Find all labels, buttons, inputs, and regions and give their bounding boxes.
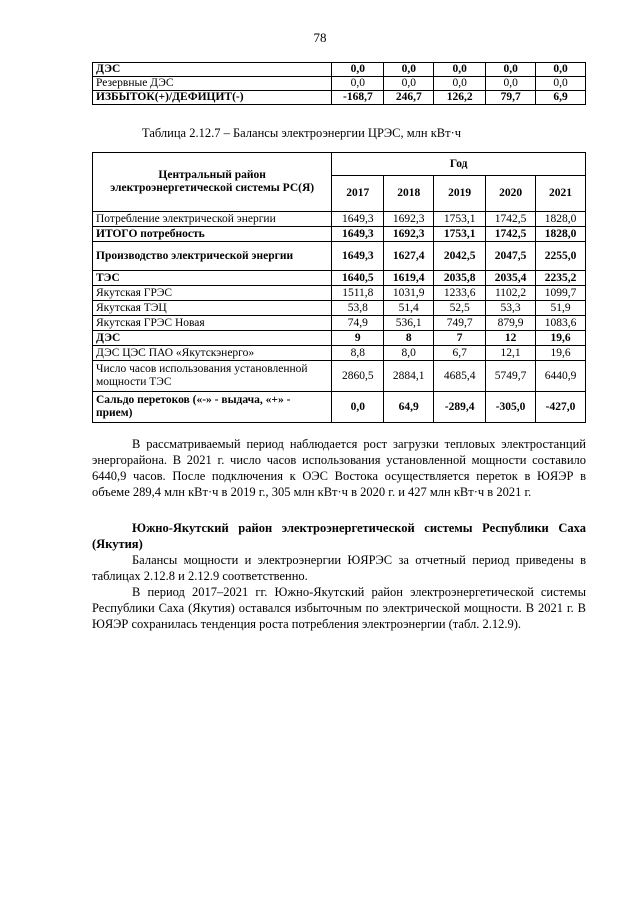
row-value: -168,7 xyxy=(332,91,384,105)
row-value: 51,9 xyxy=(536,301,586,316)
row-value: 53,8 xyxy=(332,301,384,316)
row-value: 12,1 xyxy=(486,346,536,361)
row-value: 2860,5 xyxy=(332,361,384,392)
row-label: Сальдо перетоков («-» - выдача, «+» - прием) xyxy=(93,392,332,423)
row-value: 0,0 xyxy=(536,63,586,77)
year-2021: 2021 xyxy=(536,176,586,212)
row-value: 749,7 xyxy=(434,316,486,331)
row-value: 6,9 xyxy=(536,91,586,105)
table-row xyxy=(93,242,586,271)
row-value: 0,0 xyxy=(332,63,384,77)
row-value: 8,0 xyxy=(384,346,434,361)
row-label: ДЭС ЦЭС ПАО «Якутскэнерго» xyxy=(93,346,332,361)
row-value: 64,9 xyxy=(384,392,434,423)
section-heading: Южно-Якутский район электроэнергетической системы Республики Саха (Якутия) xyxy=(92,521,586,551)
page-number: 78 xyxy=(313,30,327,45)
row-value: 0,0 xyxy=(434,77,486,91)
top-balance-table xyxy=(92,62,586,105)
table-caption: Таблица 2.12.7 – Балансы электроэнергии ЦРЭС, млн кВт·ч xyxy=(142,126,462,140)
year-2019: 2019 xyxy=(434,176,486,212)
row-value: 4685,4 xyxy=(434,361,486,392)
row-value: 0,0 xyxy=(536,77,586,91)
row-label: ТЭС xyxy=(93,271,332,286)
row-value: 1511,8 xyxy=(332,286,384,301)
row-label: Резервные ДЭС xyxy=(93,77,332,91)
table-row xyxy=(93,91,586,105)
paragraph-1: В рассматриваемый период наблюдается рост загрузки тепловых электростанций энергорайона. В 2021 г. число часов использования установленной мощности составило 6440,9 часов. После подключения к ОЭС Востока осуществляется переток в ЮЯЭР в объеме 289,4 млн кВт·ч в 2019 г., 305 млн кВт·ч в 2020 г. и 427 млн кВт·ч в 2021 г. xyxy=(92,437,586,499)
table-row xyxy=(93,227,586,242)
table-row xyxy=(93,301,586,316)
row-value: 879,9 xyxy=(486,316,536,331)
row-value: 2035,4 xyxy=(486,271,536,286)
row-value: 1640,5 xyxy=(332,271,384,286)
row-value: 0,0 xyxy=(332,392,384,423)
year-2018: 2018 xyxy=(384,176,434,212)
row-value: 246,7 xyxy=(384,91,434,105)
table-header-row xyxy=(93,153,586,176)
row-label: Число часов использования установленной мощности ТЭС xyxy=(93,361,332,392)
row-value: 2035,8 xyxy=(434,271,486,286)
row-value: 1031,9 xyxy=(384,286,434,301)
row-value: 1649,3 xyxy=(332,227,384,242)
row-value: 51,4 xyxy=(384,301,434,316)
row-value: 1742,5 xyxy=(486,227,536,242)
row-value: 1099,7 xyxy=(536,286,586,301)
year-2017: 2017 xyxy=(332,176,384,212)
paragraph-3: В период 2017–2021 гг. Южно-Якутский район электроэнергетической системы Республики Саха (Якутия) оставался избыточным по электрической мощности. В 2021 г. В ЮЯЭР сохранилась тенденция роста потребления электроэнергии (табл. 2.12.9). xyxy=(92,585,586,631)
row-value: 1083,6 xyxy=(536,316,586,331)
row-label: Якутская ТЭЦ xyxy=(93,301,332,316)
row-value: 1649,3 xyxy=(332,242,384,271)
row-value: 9 xyxy=(332,331,384,346)
table-row xyxy=(93,361,586,392)
row-value: 2235,2 xyxy=(536,271,586,286)
table-row xyxy=(93,346,586,361)
year-2020: 2020 xyxy=(486,176,536,212)
row-value: 1102,2 xyxy=(486,286,536,301)
row-value: 19,6 xyxy=(536,331,586,346)
row-value: 0,0 xyxy=(486,63,536,77)
row-value: -427,0 xyxy=(536,392,586,423)
row-value: 1742,5 xyxy=(486,212,536,227)
row-value: 12 xyxy=(486,331,536,346)
row-value: 2884,1 xyxy=(384,361,434,392)
table-row xyxy=(93,331,586,346)
row-value: 1692,3 xyxy=(384,212,434,227)
row-value: 1753,1 xyxy=(434,212,486,227)
row-value: 6,7 xyxy=(434,346,486,361)
row-value: 1753,1 xyxy=(434,227,486,242)
row-value: 1828,0 xyxy=(536,212,586,227)
row-value: -289,4 xyxy=(434,392,486,423)
paragraph-2: Балансы мощности и электроэнергии ЮЯРЭС за отчетный период приведены в таблицах 2.12.8 и 2.12.9 соответственно. xyxy=(92,553,586,583)
row-value: 2255,0 xyxy=(536,242,586,271)
row-value: 1692,3 xyxy=(384,227,434,242)
row-value: 6440,9 xyxy=(536,361,586,392)
row-value: 5749,7 xyxy=(486,361,536,392)
row-value: 52,5 xyxy=(434,301,486,316)
row-value: 126,2 xyxy=(434,91,486,105)
header-region: Центральный район электроэнергетической системы РС(Я) xyxy=(93,153,332,212)
row-label: Якутская ГРЭС Новая xyxy=(93,316,332,331)
table-row xyxy=(93,286,586,301)
table-row xyxy=(93,316,586,331)
row-value: 2042,5 xyxy=(434,242,486,271)
row-label: Якутская ГРЭС xyxy=(93,286,332,301)
row-value: 53,3 xyxy=(486,301,536,316)
table-row xyxy=(93,271,586,286)
row-value: 1233,6 xyxy=(434,286,486,301)
row-label: ДЭС xyxy=(93,63,332,77)
row-value: 1627,4 xyxy=(384,242,434,271)
row-value: 1828,0 xyxy=(536,227,586,242)
row-value: 79,7 xyxy=(486,91,536,105)
row-value: 1649,3 xyxy=(332,212,384,227)
row-label: ИЗБЫТОК(+)/ДЕФИЦИТ(-) xyxy=(93,91,332,105)
row-value: 74,9 xyxy=(332,316,384,331)
table-row xyxy=(93,63,586,77)
row-value: 0,0 xyxy=(384,63,434,77)
row-label: ДЭС xyxy=(93,331,332,346)
row-value: 8,8 xyxy=(332,346,384,361)
row-value: 7 xyxy=(434,331,486,346)
row-value: 19,6 xyxy=(536,346,586,361)
table-row xyxy=(93,392,586,423)
electricity-balance-table xyxy=(92,152,586,423)
row-value: 536,1 xyxy=(384,316,434,331)
row-value: -305,0 xyxy=(486,392,536,423)
row-label: ИТОГО потребность xyxy=(93,227,332,242)
header-year: Год xyxy=(332,153,586,176)
table-row xyxy=(93,212,586,227)
row-value: 1619,4 xyxy=(384,271,434,286)
row-value: 0,0 xyxy=(486,77,536,91)
row-label: Потребление электрической энергии xyxy=(93,212,332,227)
row-value: 0,0 xyxy=(332,77,384,91)
row-label: Производство электрической энергии xyxy=(93,242,332,271)
row-value: 0,0 xyxy=(434,63,486,77)
row-value: 8 xyxy=(384,331,434,346)
row-value: 0,0 xyxy=(384,77,434,91)
table-row xyxy=(93,77,586,91)
row-value: 2047,5 xyxy=(486,242,536,271)
